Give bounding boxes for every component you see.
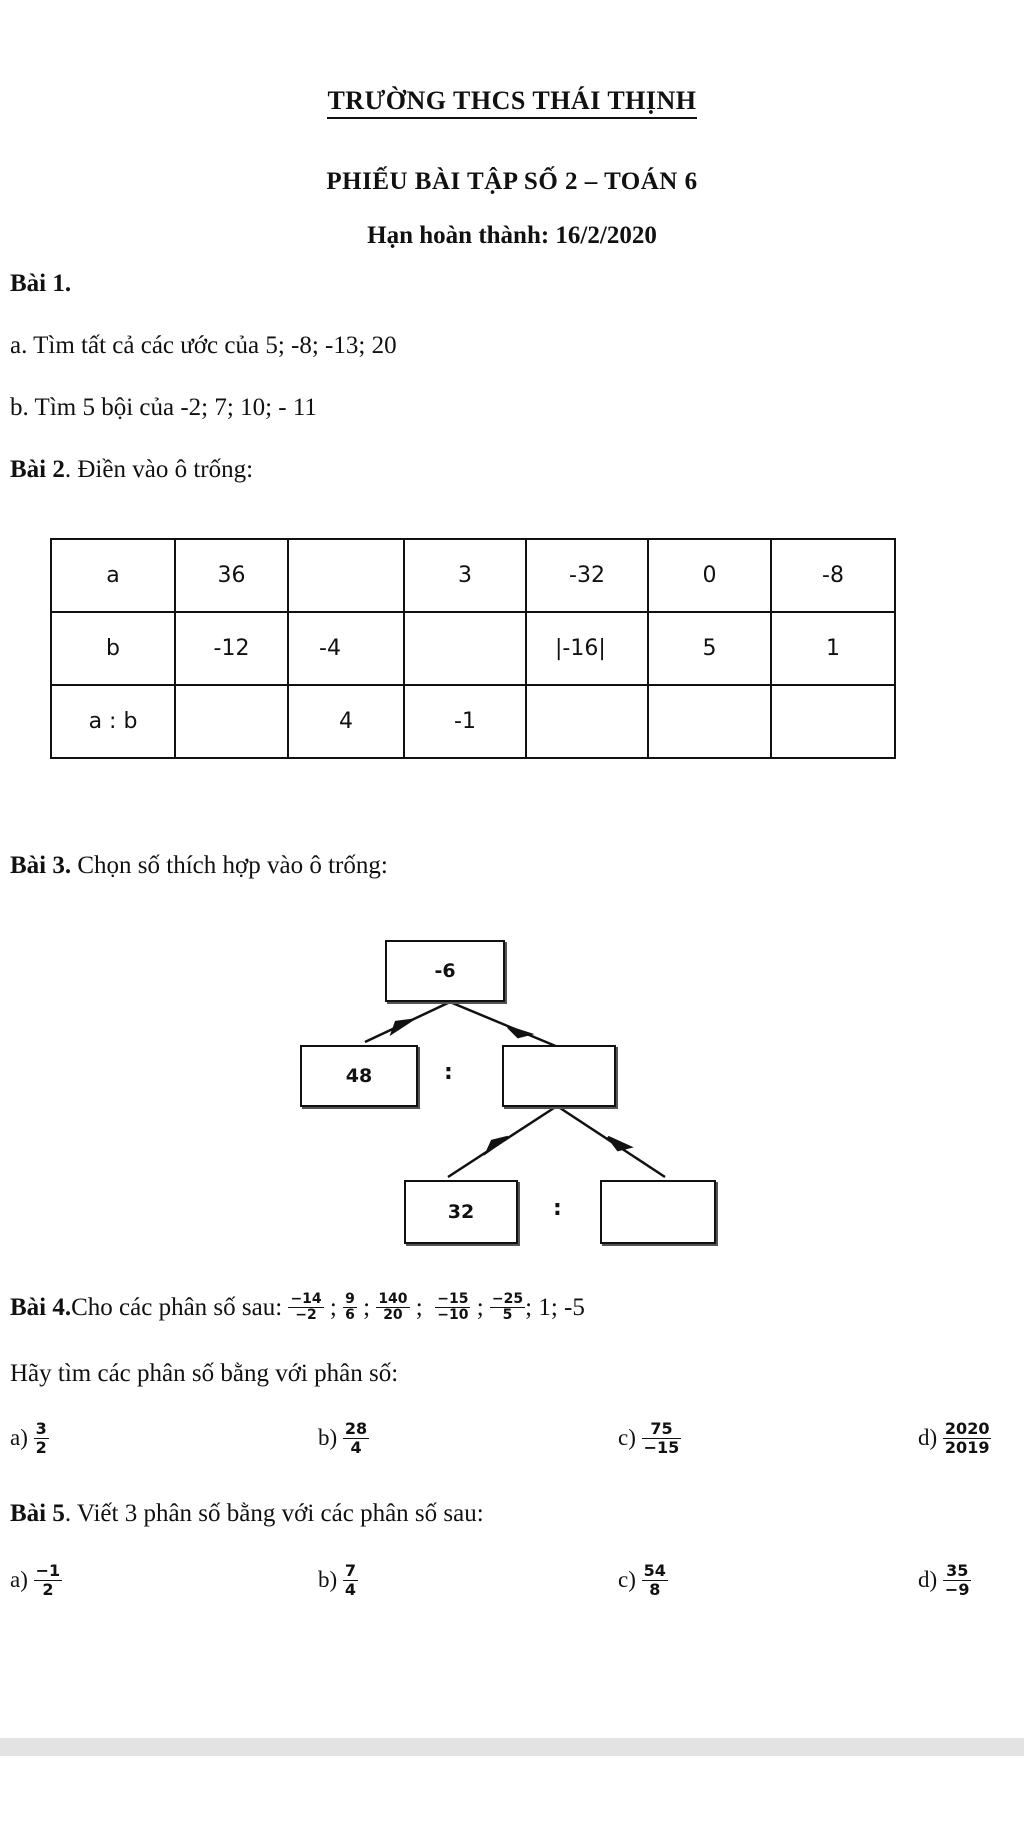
table-cell: 36 — [175, 539, 288, 612]
bai4-option-b — [318, 1420, 369, 1456]
page-divider — [0, 1738, 1024, 1756]
box-top: -6 — [385, 940, 505, 1002]
fraction — [490, 1292, 525, 1324]
box-bot-left: 32 — [404, 1180, 518, 1244]
denominator: 2 — [35, 1437, 47, 1457]
bai5-option-c — [618, 1562, 668, 1598]
bai1-a: a. Tìm tất cả các ước của 5; -8; -13; 20 — [10, 332, 397, 359]
fraction — [34, 1420, 49, 1456]
arrowhead — [487, 1137, 508, 1152]
bai3-title: Bài 3. — [10, 852, 72, 879]
bai5-option-d — [918, 1562, 971, 1598]
denominator: −2 — [295, 1307, 317, 1324]
table-cell: a : b — [51, 685, 175, 758]
box-mid-left: 48 — [300, 1045, 418, 1107]
fraction — [34, 1562, 63, 1598]
numerator: 3 — [35, 1419, 47, 1438]
table-cell: 5 — [648, 612, 771, 685]
bai5-option-b — [318, 1562, 358, 1598]
option-label: b) — [318, 1567, 338, 1593]
fraction — [943, 1562, 972, 1598]
table-cell: -1 — [404, 685, 526, 758]
numerator: 54 — [643, 1561, 666, 1580]
bai1-title: Bài 1. — [10, 270, 72, 297]
denominator: 20 — [383, 1307, 403, 1324]
bai4-heading: Bài 4. Cho các phân số sau: $\frac{-14}{-2}$ ; $\frac{9}{6}$ ; $\frac{140}{20}$ ; $\frac{-15}{-10}$ ; $\frac{-25}{5}$ ; 1; -5 — [10, 1291, 585, 1324]
deadline: Hạn hoàn thành: 16/2/2020 — [367, 222, 657, 249]
fraction — [343, 1292, 357, 1324]
fraction — [642, 1562, 668, 1598]
table-cell: 0 — [648, 539, 771, 612]
numerator: −15 — [437, 1291, 469, 1307]
sheet-title: PHIẾU BÀI TẬP SỐ 2 – TOÁN 6 — [326, 168, 698, 195]
colon-mid: : — [444, 1060, 453, 1085]
bai4-option-d — [918, 1420, 991, 1456]
numerator: 2020 — [944, 1419, 990, 1438]
bai4-text: Cho các phân số sau: — [71, 1293, 283, 1321]
bai3-text: Chọn số thích hợp vào ô trống: — [71, 852, 388, 879]
numerator: −1 — [35, 1561, 61, 1580]
numerator: −25 — [491, 1291, 524, 1307]
denominator: 4 — [350, 1437, 362, 1457]
denominator: −15 — [643, 1437, 680, 1457]
bai2-text: . Điền vào ô trống: — [64, 456, 254, 483]
option-label: a) — [10, 1425, 28, 1451]
bai4-extra: ; 1; -5 — [525, 1293, 585, 1321]
fraction — [288, 1292, 323, 1324]
bai5-title: Bài 5 — [10, 1500, 65, 1527]
numerator: 140 — [378, 1291, 408, 1307]
option-label: d) — [918, 1425, 938, 1451]
numerator: 28 — [344, 1419, 368, 1438]
denominator: −10 — [437, 1307, 469, 1324]
bai5-text: . Viết 3 phân số bằng với các phân số sau: — [64, 1500, 484, 1527]
numerator: 9 — [345, 1291, 355, 1307]
denominator: 5 — [502, 1307, 513, 1324]
denominator: 2 — [42, 1579, 54, 1599]
bai4-option-c — [618, 1420, 681, 1456]
table-cell: -12 — [175, 612, 288, 685]
numerator: 35 — [943, 1562, 972, 1581]
fraction — [943, 1420, 992, 1456]
bai4-subtitle: Hãy tìm các phân số bằng với phân số: — [10, 1360, 399, 1387]
school-name-text: TRƯỜNG THCS THÁI THỊNH — [327, 86, 696, 119]
denominator: −9 — [944, 1579, 970, 1599]
connector-line — [450, 1002, 558, 1047]
option-label: d) — [918, 1567, 938, 1593]
bai5-heading — [10, 1500, 484, 1528]
fraction — [343, 1420, 369, 1456]
fraction — [376, 1292, 409, 1324]
colon-bot: : — [553, 1196, 562, 1221]
arrowhead — [508, 1027, 530, 1037]
bai4-title: Bài 4. — [10, 1293, 72, 1321]
table-cell: |-16| — [526, 612, 648, 685]
box-mid-right — [502, 1045, 616, 1107]
option-label: c) — [618, 1425, 636, 1451]
denominator: 6 — [345, 1307, 355, 1324]
bai1-b: b. Tìm 5 bội của -2; 7; 10; - 11 — [10, 394, 317, 421]
bai2-title: Bài 2 — [10, 456, 65, 483]
numerator: −14 — [290, 1291, 322, 1307]
numerator: 7 — [344, 1561, 357, 1580]
fraction — [343, 1562, 358, 1598]
table-cell: 4 — [288, 685, 404, 758]
table-cell: -4 — [288, 612, 404, 685]
table-cell: b — [51, 612, 175, 685]
fraction — [435, 1292, 470, 1324]
box-bot-right — [600, 1180, 716, 1244]
arrowhead — [392, 1020, 412, 1033]
denominator: 4 — [344, 1579, 357, 1599]
numerator: 75 — [642, 1420, 682, 1439]
bai5-option-a — [10, 1562, 62, 1598]
table-cell: 1 — [771, 612, 895, 685]
arrowhead — [608, 1137, 630, 1150]
option-label: b) — [318, 1425, 338, 1451]
table-cell: -32 — [526, 539, 648, 612]
denominator: 2019 — [944, 1437, 990, 1457]
option-label: a) — [10, 1567, 28, 1593]
bai4-option-a — [10, 1420, 49, 1456]
table-cell: a — [51, 539, 175, 612]
fraction — [642, 1420, 682, 1456]
table-cell: 3 — [404, 539, 526, 612]
table-cell: -8 — [771, 539, 895, 612]
option-label: c) — [618, 1567, 636, 1593]
denominator: 8 — [649, 1579, 661, 1599]
